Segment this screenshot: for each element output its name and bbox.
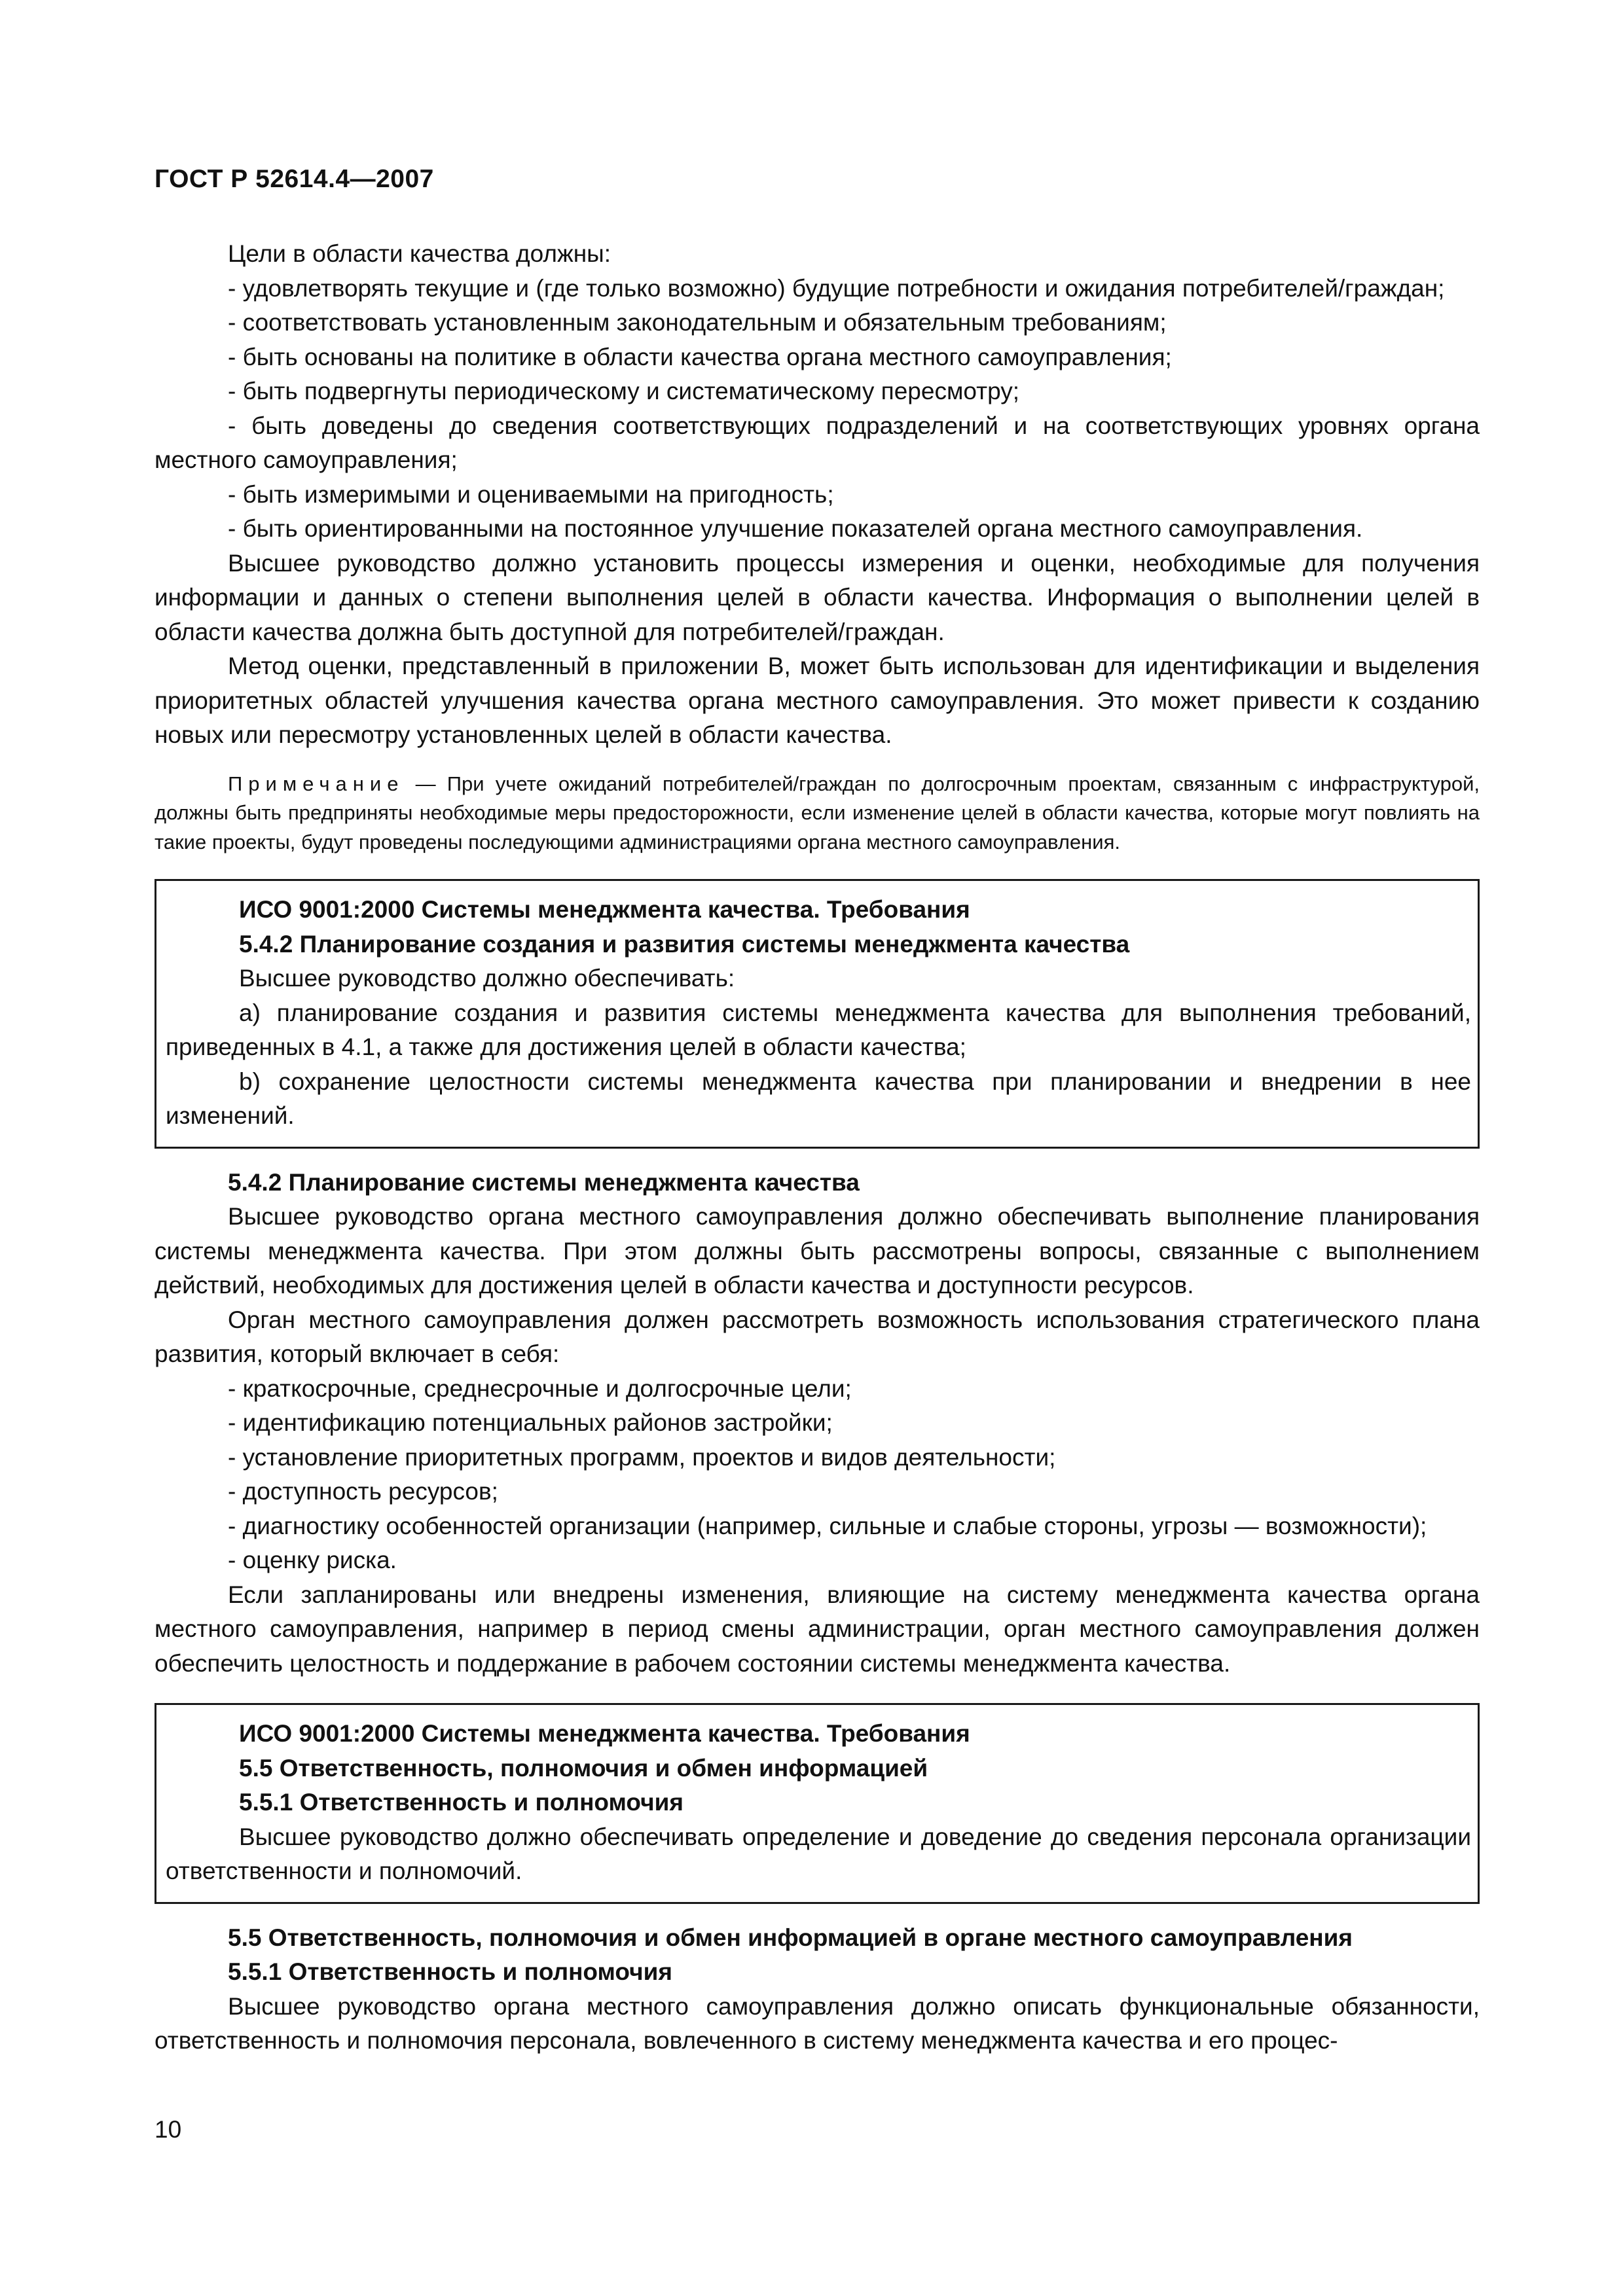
box-subtitle: 5.4.2 Планирование создания и развития системы менеджмента качества [239,930,1130,958]
quality-objectives-section [155,237,1480,857]
paragraph: Высшее руководство органа местного самоуправления должно описать функциональные обязанности, ответственность и полномочия персонала, вовлеченного в систему менеджмента качества и его процес- [155,1992,1480,2054]
list-item: - диагностику особенностей организации (например, сильные и слабые стороны, угрозы — возможности); [228,1512,1427,1539]
list-item: - быть ориентированными на постоянное улучшение показателей органа местного самоуправления. [228,515,1363,542]
paragraph: Высшее руководство органа местного самоуправления должно обеспечивать выполнение планирования системы менеджмента качества. При этом должны быть рассмотрены вопросы, связанные с выполнением действий, необходимых для достижения целей в области качества и доступности ресурсов. [155,1203,1480,1299]
section-heading: 5.5 Ответственность, полномочия и обмен информацией в органе местного самоуправления [228,1924,1353,1951]
list-item: - доступность ресурсов; [228,1478,498,1505]
paragraph: Орган местного самоуправления должен рассмотреть возможность использования стратегического плана развития, который включает в себя: [155,1306,1480,1367]
list-item: - оценку риска. [228,1547,397,1573]
list-item: - удовлетворять текущие и (где только возможно) будущие потребности и ожидания потребителей/граждан; [228,274,1445,302]
list-item: - соответствовать установленным законодательным и обязательным требованиям; [228,309,1167,336]
box-title: ИСО 9001:2000 Системы менеджмента качества. Требования [239,1720,970,1747]
iso-quote-box-55 [155,1703,1480,1904]
box-text: Высшее руководство должно обеспечивать определение и доведение до сведения персонала организации ответственности и полномочий. [166,1823,1471,1884]
box-lead: Высшее руководство должно обеспечивать: [239,965,735,992]
objectives-intro: Цели в области качества должны: [228,240,611,267]
page-number: 10 [155,2116,182,2143]
box-subtitle: 5.5 Ответственность, полномочия и обмен информацией [239,1754,928,1782]
paragraph: Высшее руководство должно установить процессы измерения и оценки, необходимые для получения информации и данных о степени выполнения целей в области качества. Информация о выполнении целей в области качества должна быть доступной для потребителей/граждан. [155,549,1480,645]
paragraph: Если запланированы или внедрены изменения, влияющие на систему менеджмента качества органа местного самоуправления, например в период смены администрации, орган местного самоуправления должен обеспечить целостность и поддержание в рабочем состоянии системы менеджмента качества. [155,1581,1480,1677]
box-subtitle: 5.5.1 Ответственность и полномочия [239,1789,684,1816]
section-542 [155,1166,1480,1681]
list-item: - установление приоритетных программ, проектов и видов деятельности; [228,1443,1056,1471]
box-item: а) планирование создания и развития системы менеджмента качества для выполнения требований, приведенных в 4.1, а также для достижения целей в области качества; [166,999,1471,1060]
document-page [155,164,1480,2058]
section-heading: 5.4.2 Планирование системы менеджмента качества [228,1168,860,1196]
note-label: Примечание [228,772,405,795]
box-title: ИСО 9001:2000 Системы менеджмента качества. Требования [239,896,970,923]
list-item: - идентификацию потенциальных районов застройки; [228,1409,833,1436]
list-item: - краткосрочные, среднесрочные и долгосрочные цели; [228,1374,852,1402]
section-subheading: 5.5.1 Ответственность и полномочия [228,1958,672,1985]
paragraph: Метод оценки, представленный в приложении В, может быть использован для идентификации и выделения приоритетных областей улучшения качества органа местного самоуправления. Это может привести к созданию новых или пересмотру установленных целей в области качества. [155,653,1480,748]
note [155,770,1480,857]
list-item: - быть основаны на политике в области качества органа местного самоуправления; [228,343,1172,370]
section-55 [155,1921,1480,2058]
list-item: - быть подвергнуты периодическому и систематическому пересмотру; [228,378,1020,404]
document-code: ГОСТ Р 52614.4—2007 [155,165,434,193]
iso-quote-box-542 [155,879,1480,1149]
box-item: b) сохранение целостности системы менеджмента качества при планировании и внедрении в нее изменений. [166,1067,1471,1129]
list-item: - быть измеримыми и оцениваемыми на пригодность; [228,480,834,508]
list-item: - быть доведены до сведения соответствующих подразделений и на соответствующих уровнях органа местного самоуправления; [155,412,1480,473]
note-text: — При учете ожиданий потребителей/граждан по долгосрочным проектам, связанным с инфраструктурой, должны быть предприняты необходимые меры предосторожности, если изменение целей в области качества, которые могут повлиять на такие проекты, будут проведены последующими администрациями органа местного самоуправления. [155,772,1480,853]
